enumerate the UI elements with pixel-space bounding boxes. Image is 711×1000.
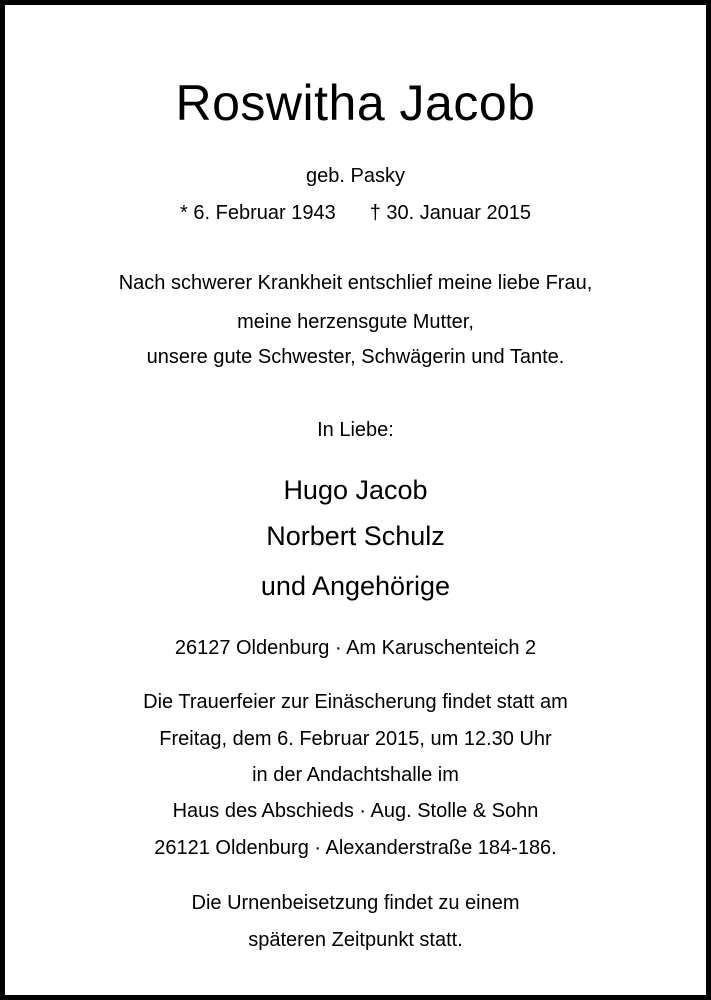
ceremony-line: Freitag, dem 6. Februar 2015, um 12.30 Uhr (159, 728, 552, 750)
deceased-name: Roswitha Jacob (175, 75, 536, 131)
mourner-name: Hugo Jacob (283, 475, 428, 505)
mourner-name: Norbert Schulz (266, 521, 445, 551)
mourner-name: und Angehörige (260, 571, 451, 601)
burial-line: Die Urnenbeisetzung findet zu einem (191, 892, 520, 914)
family-address: 26127 Oldenburg · Am Karuschenteich 2 (174, 637, 537, 659)
in-love-label: In Liebe: (317, 419, 394, 441)
death-date: † 30. Januar 2015 (369, 202, 531, 224)
life-dates (0, 203, 711, 223)
maiden-name: geb. Pasky (306, 165, 405, 187)
announcement-line: meine herzensgute Mutter, (237, 311, 474, 333)
birth-date: * 6. Februar 1943 (180, 202, 336, 224)
ceremony-line: in der Andachtshalle im (252, 764, 459, 786)
ceremony-line: Haus des Abschieds · Aug. Stolle & Sohn (172, 800, 539, 822)
announcement-line: unsere gute Schwester, Schwägerin und Tante. (146, 346, 565, 368)
announcement-line: Nach schwerer Krankheit entschlief meine liebe Frau, (118, 272, 593, 294)
ceremony-line: 26121 Oldenburg · Alexanderstraße 184-186. (154, 837, 557, 859)
burial-line: späteren Zeitpunkt statt. (248, 929, 463, 951)
ceremony-line: Die Trauerfeier zur Einäscherung findet statt am (143, 691, 568, 713)
